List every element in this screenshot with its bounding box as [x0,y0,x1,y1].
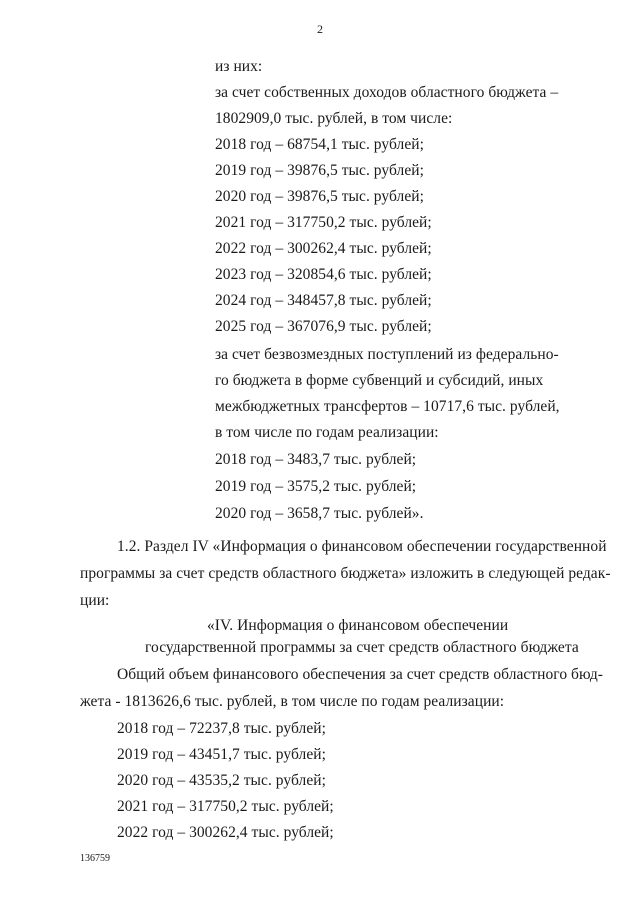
text-line: 2025 год – 367076,9 тыс. рублей; [215,318,432,335]
text-line: 2021 год – 317750,2 тыс. рублей; [215,214,432,231]
paragraph-line: ции: [80,592,110,609]
text-line: за счет безвозмездных поступлений из федерально- [215,346,559,363]
text-line: 2023 год – 320854,6 тыс. рублей; [215,266,432,283]
text-line: за счет собственных доходов областного бюджета – [215,84,559,101]
paragraph-line: Общий объем финансового обеспечения за счет средств областного бюд- [117,666,603,683]
paragraph-line: жета - 1813626,6 тыс. рублей, в том числе по годам реализации: [80,693,505,710]
text-line: 2019 год – 43451,7 тыс. рублей; [117,746,326,763]
text-line: 2024 год – 348457,8 тыс. рублей; [215,292,432,309]
text-line: 2018 год – 3483,7 тыс. рублей; [215,451,417,468]
paragraph-line: 1.2. Раздел IV «Информация о финансовом обеспечении государственной [117,538,607,555]
text-line: межбюджетных трансфертов – 10717,6 тыс. рублей, [215,398,560,415]
text-line: 2020 год – 43535,2 тыс. рублей; [117,772,326,789]
document-id: 136759 [80,853,110,864]
text-line: 2018 год – 68754,1 тыс. рублей; [215,136,424,153]
page-number: 2 [317,22,323,36]
text-line: 2022 год – 300262,4 тыс. рублей; [117,824,334,841]
text-line: в том числе по годам реализации: [215,424,439,441]
text-line: 2020 год – 39876,5 тыс. рублей; [215,188,424,205]
text-line: 2018 год – 72237,8 тыс. рублей; [117,720,326,737]
text-line: 2019 год – 39876,5 тыс. рублей; [215,162,424,179]
text-line: 2020 год – 3658,7 тыс. рублей». [215,505,424,522]
text-line: 2019 год – 3575,2 тыс. рублей; [215,478,417,495]
text-line: 1802909,0 тыс. рублей, в том числе: [215,110,453,127]
section-heading: государственной программы за счет средств областного бюджета [145,639,579,656]
text-line: 2022 год – 300262,4 тыс. рублей; [215,240,432,257]
text-line: го бюджета в форме субвенций и субсидий, иных [215,372,544,389]
text-line: 2021 год – 317750,2 тыс. рублей; [117,798,334,815]
paragraph-line: программы за счет средств областного бюджета» изложить в следующей редак- [80,565,611,582]
text-line: из них: [215,58,263,75]
section-heading: «IV. Информация о финансовом обеспечении [207,617,509,634]
